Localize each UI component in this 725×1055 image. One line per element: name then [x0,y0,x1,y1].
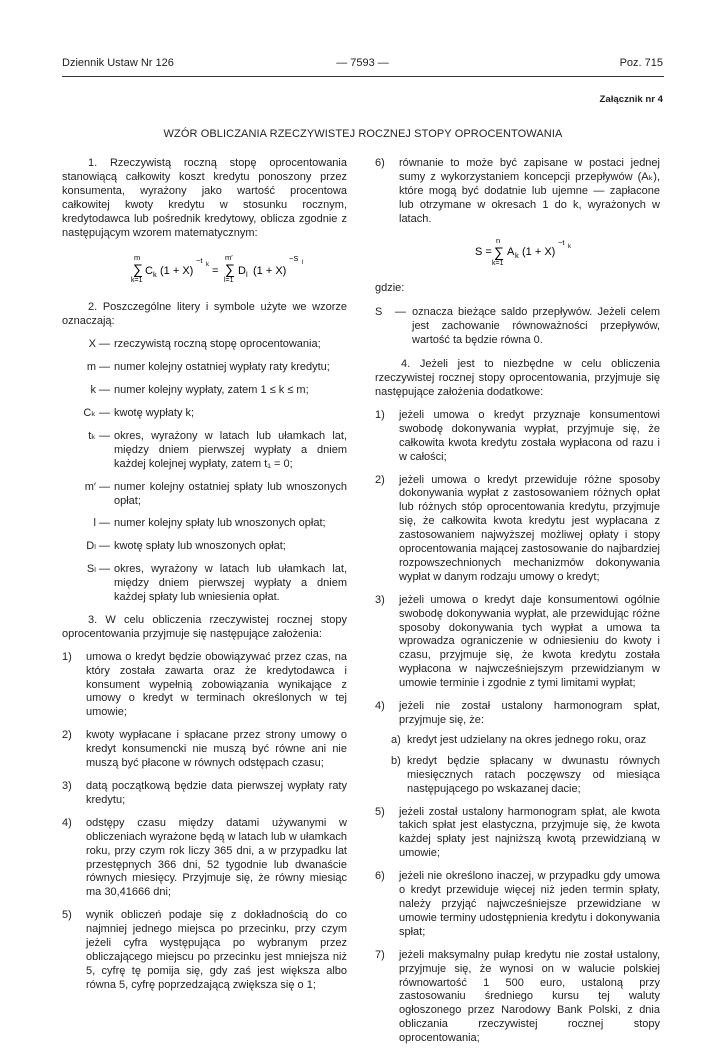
definition-item: Cₖ — kwotę wypłaty k; [62,407,347,421]
term2-d: D [238,265,246,278]
document-title: WZÓR OBLICZANIA RZECZYWISTEJ ROCZNEJ STOPY OPROCENTOWANIA [163,128,563,140]
definition-item: Sₗ — okres, wyrażony w latach lub ułamkach lat, między dniem pierwszej wypłaty a dniem każdej spłaty lub wniesienia opłat. [62,563,347,605]
term-a: A [507,245,515,258]
position-number: Poz. 715 [619,57,663,69]
exp: −t [558,237,565,247]
sum2-upper: m′ [225,253,233,263]
definition-text: kwotę wypłaty k; [114,406,195,419]
list-item: 4) jeżeli nie został ustalony harmonogram spłat, przyjmuje się, że: [375,700,660,726]
list-item: 2) kwoty wypłacane i spłacane przez strony umowy o kredyt konsumencki nie muszą być równe ani nie muszą być płacone w równych odstępach czasu; [62,729,347,770]
paragraph-1: 1. Rzeczywistą roczną stopę oprocentowania stanowiącą całkowity koszt kredytu ponoszony przez konsumenta, wyrażony jako wartość procentowa całkowitej kwoty kredytu w stosunku rocznym, kredytodawca lub pośrednik kredytowy, oblicza zgodnie z następującym wzorem matematycznym: [62,157,347,239]
definition-text: kwotę spłaty lub wnoszonych opłat; [114,540,286,553]
list-item: 3) datą początkową będzie data pierwszej wypłaty raty kredytu; [62,780,347,806]
exp1: −t [196,256,203,266]
sum2-lower: l=1 [224,277,234,285]
additional-assumptions-list [375,409,660,1046]
list-item: 1) umowa o kredyt będzie obowiązywać przez czas, na który została zawarta oraz że kredytodawca i konsument wypełnią zobowiązania wynikające z umowy o kredyt w terminach określonych w tej umowie; [62,650,347,719]
list-item: 6) równanie to może być zapisane w postaci jednej sumy z wykorzystaniem koncepcji przepływów (Aₖ), które mogą być dodatnie lub ujemne — zapłacone lub otrzymane w okresach 1 do k, wyrażonych w latach. [375,157,660,225]
definition-text: numer kolejny spłaty lub wnoszonych opłat; [114,517,326,530]
formula-lhs: S = [475,245,492,258]
paragraph-2: 2. Poszczególne litery i symbole użyte we wzorze oznaczają: [62,301,347,328]
term1-sub: k [153,270,157,280]
definition-text: okres, wyrażony w latach lub ułamkach lat, między dniem pierwszej wypłaty a dniem każdej kolejnej wypłaty, zatem t₁ = 0; [114,429,347,470]
definition-symbol: Dₗ [86,540,96,553]
definition-symbol: Sₗ [86,563,96,576]
definition-text: okres, wyrażony w latach lub ułamkach lat, między dniem pierwszej wypłaty a dniem każdej spłaty lub wniesienia opłat. [114,563,347,604]
definitions-list [62,338,347,605]
definition-text: numer kolejny wypłaty, zatem 1 ≤ k ≤ m; [114,384,309,397]
s-definition: S — oznacza bieżące saldo przepływów. Jeżeli celem jest zachowanie równoważności przepływów, wartość ta będzie równa 0. [375,306,660,347]
sum-lower: k=1 [492,259,504,267]
definition-text: numer kolejny ostatniej spłaty lub wnoszonych opłat; [114,480,347,507]
formula-main [62,249,347,289]
sub-item: b) kredyt będzie spłacany w dwunastu równych miesięcznych ratach poczęwszy od miesiąca następującego po wskazanej dacie; [391,754,660,795]
sum-upper: n [496,235,501,245]
left-column [62,157,347,1002]
sum1-sigma: ∑ [133,261,143,278]
formula-sum-svg [375,236,660,270]
where-label: gdzie: [375,281,405,294]
definition-symbol: m′ [84,480,96,493]
exp-sub: k [568,243,571,250]
formula-sum [375,236,660,270]
exp2: −S [289,254,299,264]
sum1-upper: m [134,253,141,263]
definition-symbol: l [93,517,96,530]
definition-text: rzeczywistą roczną stopę oprocentowania; [114,338,321,351]
equals-sign: = [212,265,219,278]
definition-item: X — rzeczywistą roczną stopę oprocentowania; [62,338,347,352]
page-number: — 7593 — [336,57,389,69]
header-rule [62,76,664,77]
definition-symbol: m [86,361,96,374]
exp1-sub: k [206,262,209,269]
definition-text: numer kolejny ostatniej wypłaty raty kredytu; [114,361,330,374]
assumptions-list [62,651,347,993]
list-item: 2) jeżeli umowa o kredyt przewiduje różne sposoby dokonywania wypłat z zastosowaniem różnych opłat lub różnych stóp oprocentowania kredytu, przyjmuje się, że całkowita kwota kredytu jest wypłacana z zastosowaniem najwyższej możliwej opłaty i stopy oprocentowania mającej zastosowanie do najbardziej rozpowszechnionych mechanizmów dokonywania wypłat w danym rodzaju umowy o kredyt; [375,473,660,583]
sum-sigma: ∑ [494,243,504,260]
term2-base: (1 + X) [253,265,287,278]
term1-base: (1 + X) [160,265,194,278]
definition-symbol: Cₖ [83,406,96,419]
term2-sub: l [246,270,248,280]
paragraph-4: 4. Jeżeli jest to niezbędne w celu obliczenia rzeczywistej rocznej stopy oprocentowania, przyjmuje się następujące założenia dodatkowe: [375,358,660,398]
right-column [375,157,660,1055]
definition-item: m — numer kolejny ostatniej wypłaty raty kredytu; [62,361,347,375]
definition-item: k — numer kolejny wypłaty, zatem 1 ≤ k ≤ m; [62,384,347,398]
formula-main-svg [62,249,347,289]
definition-item: l — numer kolejny spłaty lub wnoszonych opłat; [62,517,347,531]
term-base: (1 + X) [522,245,556,258]
exp2-sub: l [302,260,304,267]
list-item: 7) jeżeli maksymalny pułap kredytu nie został ustalony, przyjmuje się, że wynosi on w walucie polskiej równowartość 1 500 euro, ustaloną przy zastosowaniu średniego kursu tej waluty ogłoszonego przez Narodowy Bank Polski, z dnia obliczania rzeczywistej rocznej stopy oprocentowania; [375,948,660,1045]
definition-item: m′ — numer kolejny ostatniej spłaty lub wnoszonych opłat; [62,481,347,509]
definition-symbol: k [90,384,96,397]
definition-symbol: X [88,338,96,351]
term1-c: C [145,265,153,278]
list-item: 1) jeżeli umowa o kredyt przyznaje konsumentowi swobodę dokonywania wypłat, przyjmuje się, że całkowita kwota kredytu została wypłacona od razu i w całości; [375,408,660,463]
term-sub: k [515,250,519,260]
list-item: 5) jeżeli został ustalony harmonogram spłat, ale kwota takich spłat jest elastyczna, przyjmuje się, że kwota każdej spłaty jest najniższą kwotą przewidzianą w umowie; [375,805,660,860]
paragraph-3: 3. W celu obliczenia rzeczywistej rocznej stopy oprocentowania przyjmuje się następujące założenia: [62,613,347,640]
list-item: 5) wynik obliczeń podaje się z dokładnością do co najmniej jednego miejsca po przecinku, przy czym jeżeli cyfra występująca po wybranym przez obliczającego miejscu po przecinku jest mniejsza niż 5, cyfrę tę pomija się, gdy zaś jest większa albo równa 5, cyfrę poprzedzającą zwiększa się o 1; [62,909,347,991]
definition-item: tₖ — okres, wyrażony w latach lub ułamkach lat, między dniem pierwszej wypłaty a dniem każdej kolejnej wypłaty, zatem t₁ = 0; [62,430,347,472]
sub-item: a) kredyt jest udzielany na okres jednego roku, oraz [391,733,647,746]
definition-item: Dₗ — kwotę spłaty lub wnoszonych opłat; [62,540,347,554]
sum2-sigma: ∑ [225,261,235,278]
journal-name: Dziennik Ustaw Nr 126 [62,57,174,69]
list-item: 6) jeżeli nie określono inaczej, w przypadku gdy umowa o kredyt przewiduje więcej niż jeden termin spłaty, należy przyjąć najwcześniejsze przewidziane w umowie terminy udostępnienia kredytu i dokonywania spłat; [375,870,660,938]
list-item: 4) odstępy czasu między datami używanymi w obliczeniach wyrażone będą w latach lub w ułamkach roku, przy czym rok liczy 365 dni, a w przypadku lat przestępnych 366 dni, 52 tygodnie lub dwanaście równych miesięcy. Przyjmuje się, że równy miesiąc ma 30,41666 dni; [62,816,347,899]
annex-label: Załącznik nr 4 [599,94,663,105]
sum1-lower: k=1 [131,277,143,285]
list-item: 3) jeżeli umowa o kredyt daje konsumentowi ogólnie swobodę dokonywania wypłat, ale przewidując różne sposoby dokonywania tych wypłat a umowa ta wprowadza ograniczenie w odniesieniu do kwoty i czasu, przyjmuje się, że kwota kredytu została wypłacona w najwcześniejszym przewidzianym w umowie terminie i zgodnie z tymi limitami wypłat; [375,593,660,690]
definition-symbol: tₖ [88,429,96,442]
